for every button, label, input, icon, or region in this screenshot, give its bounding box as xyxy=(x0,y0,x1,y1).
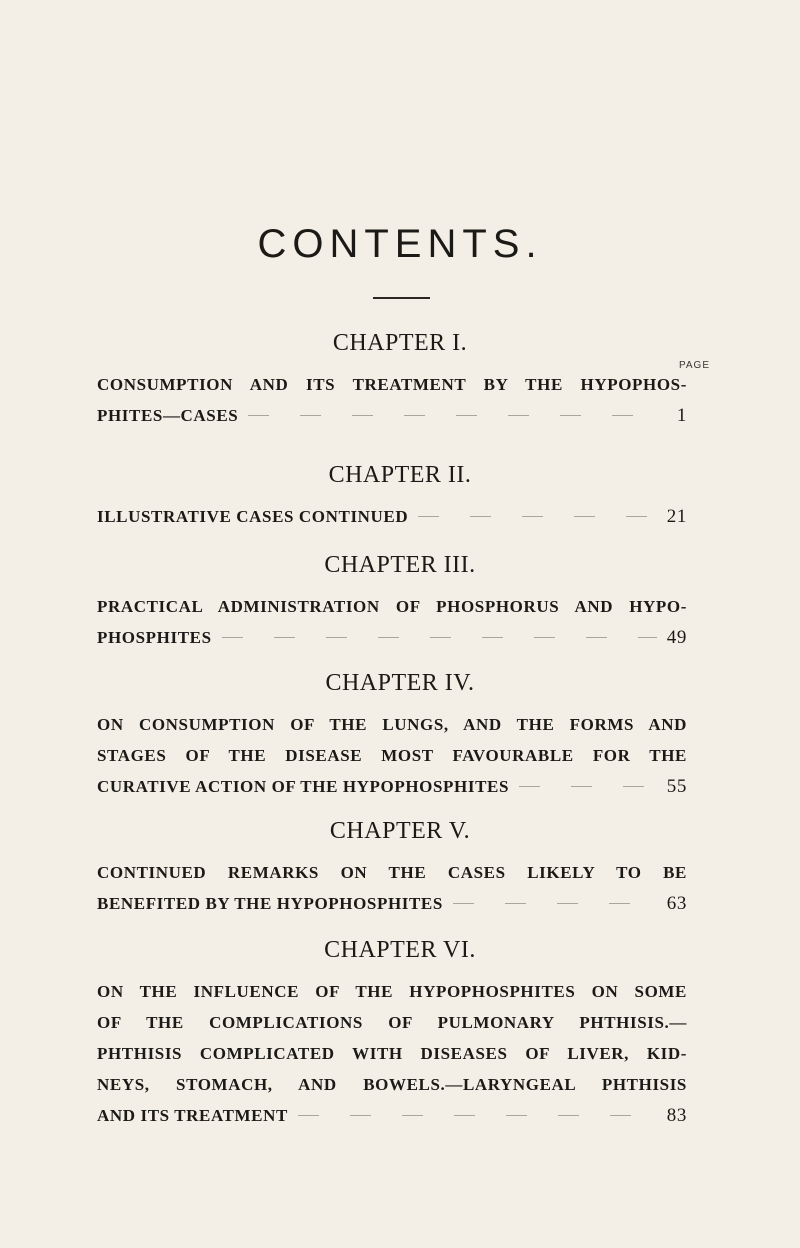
chapter-entry xyxy=(97,501,687,532)
page-number: 55 xyxy=(666,776,687,797)
dot-leader xyxy=(248,415,657,416)
page-number: 49 xyxy=(666,627,687,648)
chapter-entry xyxy=(97,369,687,431)
entry-text: PHOSPHITES xyxy=(97,628,212,647)
entry-line: PRACTICAL ADMINISTRATION OF PHOSPHORUS AND HYPO- xyxy=(97,597,687,616)
chapter-entry xyxy=(97,591,687,653)
chapter-heading: CHAPTER V. xyxy=(329,818,471,844)
dot-leader xyxy=(418,516,657,517)
title-rule xyxy=(373,297,430,299)
dot-leader xyxy=(298,1115,657,1116)
chapter-heading: CHAPTER II. xyxy=(328,462,472,488)
page-number: 21 xyxy=(666,506,687,527)
chapter-heading: CHAPTER IV. xyxy=(325,670,475,696)
chapter-heading: CHAPTER III. xyxy=(324,552,476,578)
page-title: CONTENTS. xyxy=(257,222,543,266)
entry-text: CURATIVE ACTION OF THE HYPOPHOSPHITES xyxy=(97,777,510,796)
entry-line: CONSUMPTION AND ITS TREATMENT BY THE HYPOPHOS- xyxy=(97,375,687,394)
entry-line: OF THE COMPLICATIONS OF PULMONARY PHTHISIS.— xyxy=(97,1013,687,1032)
entry-line-last xyxy=(97,501,687,532)
entry-line: ON CONSUMPTION OF THE LUNGS, AND THE FORMS AND xyxy=(97,715,687,734)
dot-leader xyxy=(222,637,657,638)
entry-line-last xyxy=(97,888,687,919)
entry-line: CONTINUED REMARKS ON THE CASES LIKELY TO BE xyxy=(97,863,687,882)
entry-text: BENEFITED BY THE HYPOPHOSPHITES xyxy=(97,894,443,913)
dot-leader xyxy=(453,903,657,904)
entry-line-last xyxy=(97,400,687,431)
entry-line-last xyxy=(97,622,687,653)
chapter-entry xyxy=(97,857,687,919)
entry-line: STAGES OF THE DISEASE MOST FAVOURABLE FOR THE xyxy=(97,746,687,765)
entry-text: AND ITS TREATMENT xyxy=(97,1106,288,1125)
page-number: 1 xyxy=(676,405,687,426)
entry-line: NEYS, STOMACH, AND BOWELS.—LARYNGEAL PHTHISIS xyxy=(97,1075,687,1094)
dot-leader xyxy=(519,786,657,787)
entry-line-last xyxy=(97,1100,687,1131)
entry-text: PHITES—CASES xyxy=(97,406,239,425)
page-column-label: PAGE xyxy=(678,360,710,371)
entry-text: ILLUSTRATIVE CASES CONTINUED xyxy=(97,507,409,526)
entry-line-last xyxy=(97,771,687,802)
entry-line: ON THE INFLUENCE OF THE HYPOPHOSPHITES ON SOME xyxy=(97,982,687,1001)
page-number: 63 xyxy=(666,893,687,914)
chapter-entry xyxy=(97,976,687,1131)
chapter-heading: CHAPTER VI. xyxy=(324,937,476,963)
page-number: 83 xyxy=(666,1105,687,1126)
chapter-heading: CHAPTER I. xyxy=(332,330,468,356)
chapter-entry xyxy=(97,709,687,802)
entry-line: PHTHISIS COMPLICATED WITH DISEASES OF LIVER, KID- xyxy=(97,1044,687,1063)
